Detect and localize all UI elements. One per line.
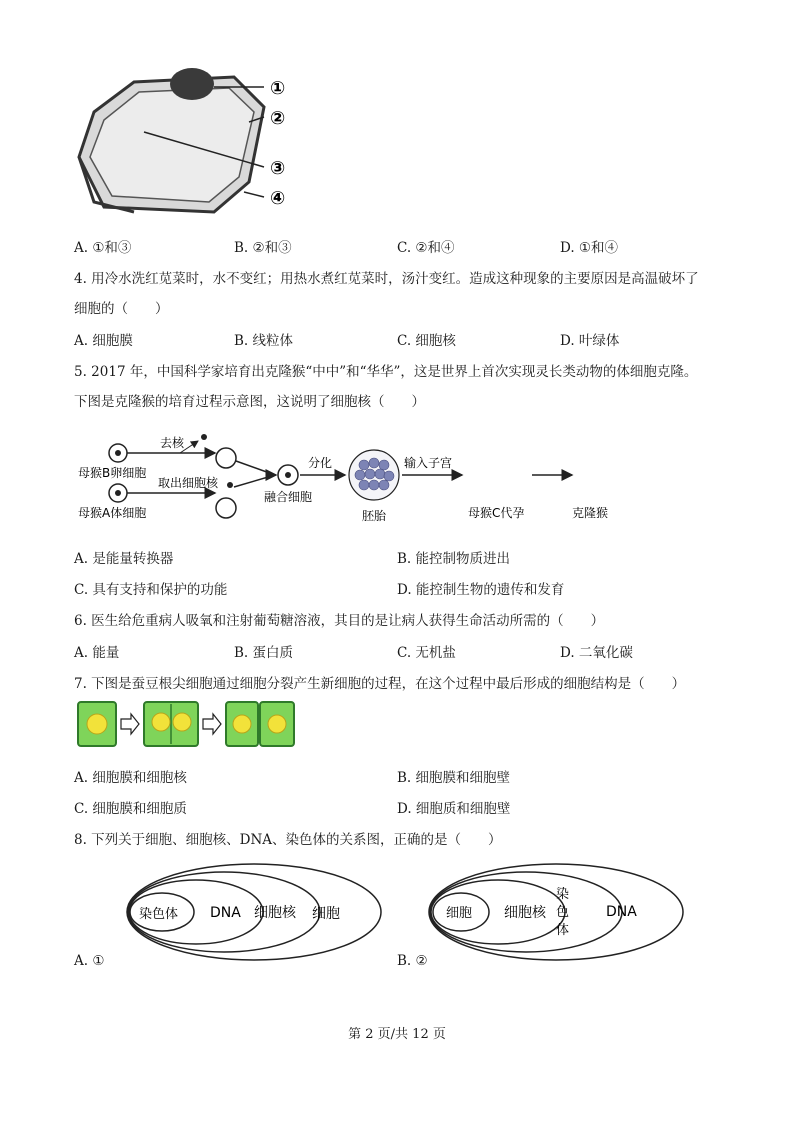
q3-option-a: A. ①和③ bbox=[74, 240, 132, 256]
cell-label-3: ③ bbox=[270, 158, 286, 179]
q7-option-b: B. 细胞膜和细胞壁 bbox=[397, 770, 511, 786]
q7-text-line1: 7. 下图是蚕豆根尖细胞通过细胞分裂产生新细胞的过程，在这个过程中最后形成的细胞结构是（ ） bbox=[74, 676, 686, 692]
q4-text-line2: 细胞的（ ） bbox=[74, 301, 169, 317]
plant-cell-figure bbox=[74, 62, 304, 222]
relation-diagram-a bbox=[124, 860, 384, 965]
q4-option-b: B. 线粒体 bbox=[234, 333, 294, 349]
diagram-b-nucleus: 细胞核 bbox=[504, 905, 546, 921]
cell-division-diagram bbox=[76, 699, 298, 751]
q5-option-d: D. 能控制生物的遗传和发育 bbox=[397, 582, 565, 598]
q8-option-a: A. ① bbox=[74, 953, 105, 969]
label-remove-nucleus: 去核 bbox=[160, 436, 185, 450]
q4-text-line1: 4. 用冷水洗红苋菜时，水不变红；用热水煮红苋菜时，汤汁变红。造成这种现象的主要原因是高温破坏了 bbox=[74, 271, 699, 287]
q5-option-c: C. 具有支持和保护的功能 bbox=[74, 582, 228, 598]
relation-diagram-b bbox=[426, 860, 686, 965]
q4-option-c: C. 细胞核 bbox=[397, 333, 456, 349]
diagram-b-chromosome-2: 色 bbox=[556, 905, 570, 920]
cell-label-2: ② bbox=[270, 108, 286, 129]
q5-text-line2: 下图是克隆猴的培育过程示意图，这说明了细胞核（ ） bbox=[74, 394, 425, 410]
q5-option-b: B. 能控制物质进出 bbox=[397, 551, 511, 567]
q5-text-line1: 5. 2017 年，中国科学家培育出克隆猴“中中”和“华华”，这是世界上首次实现灵长类动物的体细胞克隆。 bbox=[74, 364, 698, 380]
q6-text-line1: 6. 医生给危重病人吸氧和注射葡萄糖溶液，其目的是让病人获得生命活动所需的（ ） bbox=[74, 613, 605, 629]
q3-option-d: D. ①和④ bbox=[560, 240, 619, 256]
diagram-b-dna: DNA bbox=[606, 904, 637, 920]
diagram-a-chromosome: 染色体 bbox=[139, 907, 179, 922]
q3-option-c: C. ②和④ bbox=[397, 240, 455, 256]
q6-option-c: C. 无机盐 bbox=[397, 645, 456, 661]
diagram-a-nucleus: 细胞核 bbox=[254, 905, 296, 921]
q6-option-b: B. 蛋白质 bbox=[234, 645, 294, 661]
label-divide: 分化 bbox=[308, 456, 333, 470]
label-embryo: 胚胎 bbox=[362, 509, 387, 523]
diagram-b-chromosome-1: 染 bbox=[556, 887, 570, 902]
q3-option-b: B. ②和③ bbox=[234, 240, 292, 256]
q8-text-line1: 8. 下列关于细胞、细胞核、DNA、染色体的关系图，正确的是（ ） bbox=[74, 832, 502, 848]
diagram-a-cell: 细胞 bbox=[312, 906, 340, 922]
label-mother-b-egg: 母猴B卵细胞 bbox=[78, 466, 147, 480]
label-clone-monkey: 克隆猴 bbox=[572, 506, 609, 520]
q5-option-a: A. 是能量转换器 bbox=[74, 551, 174, 567]
q8-option-b: B. ② bbox=[397, 953, 428, 969]
q4-option-d: D. 叶绿体 bbox=[560, 333, 620, 349]
label-take-nucleus: 取出细胞核 bbox=[158, 476, 219, 490]
label-mother-a-somatic: 母猴A体细胞 bbox=[78, 506, 147, 520]
label-fused-cell: 融合细胞 bbox=[264, 490, 313, 504]
q4-option-a: A. 细胞膜 bbox=[74, 333, 133, 349]
q7-option-d: D. 细胞质和细胞壁 bbox=[397, 801, 511, 817]
q6-option-a: A. 能量 bbox=[74, 645, 120, 661]
q6-option-d: D. 二氧化碳 bbox=[560, 645, 633, 661]
diagram-a-dna: DNA bbox=[210, 905, 241, 921]
q7-option-a: A. 细胞膜和细胞核 bbox=[74, 770, 187, 786]
cell-label-1: ① bbox=[270, 78, 286, 99]
cell-label-4: ④ bbox=[270, 188, 286, 209]
label-surrogate: 母猴C代孕 bbox=[468, 506, 525, 520]
page-footer: 第 2 页/共 12 页 bbox=[348, 1027, 446, 1042]
q7-option-c: C. 细胞膜和细胞质 bbox=[74, 801, 187, 817]
diagram-b-chromosome-3: 体 bbox=[556, 923, 570, 938]
clone-process-diagram bbox=[70, 425, 670, 530]
label-into-uterus: 输入子宫 bbox=[404, 456, 453, 470]
diagram-b-cell: 细胞 bbox=[446, 906, 473, 921]
